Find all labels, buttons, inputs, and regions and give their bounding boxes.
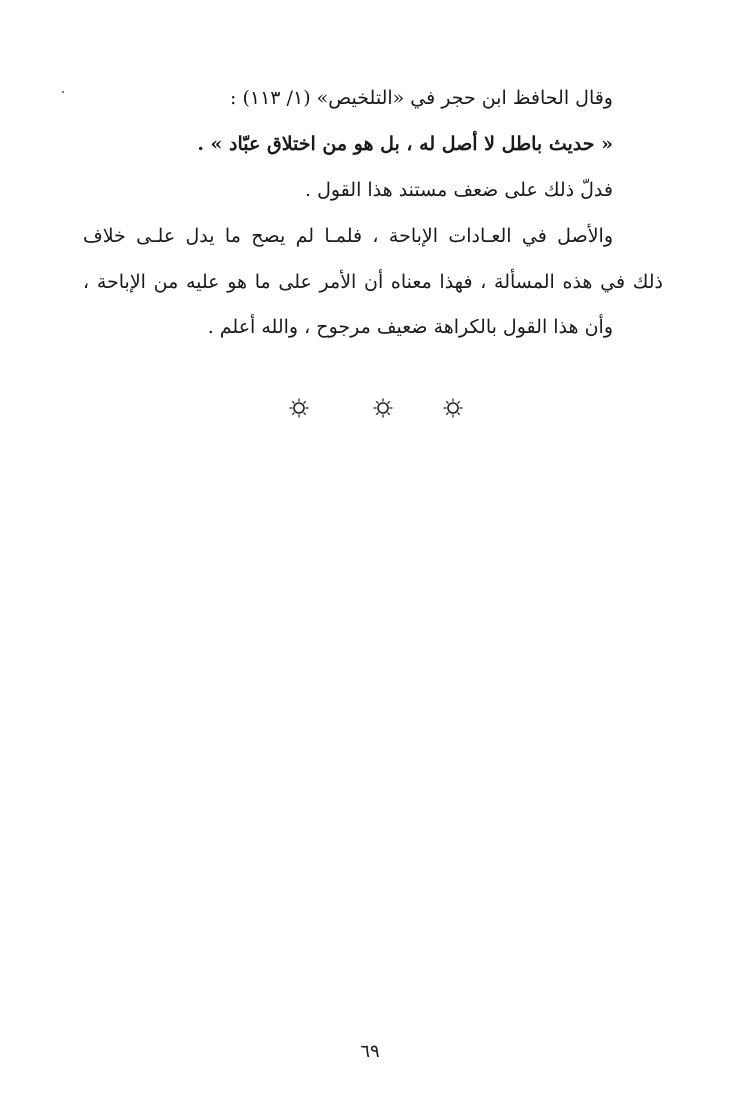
ornament-star-icon: [442, 397, 464, 419]
text-line-6: وأن هذا القول بالكراهة ضعيف مرجوح ، والله أعلم .: [207, 316, 613, 338]
text-line-1: وقال الحافظ ابن حجر في «التلخيص» (١/ ١١٣) :: [230, 87, 613, 109]
page-number: ٦٩: [360, 1041, 380, 1062]
scan-speck: [62, 91, 64, 93]
section-divider: [288, 397, 478, 421]
ornament-star-icon: [288, 397, 310, 419]
quote-line: « حديث باطل لا أصل له ، بل هو من اختلاق عبّاد » .: [197, 133, 613, 155]
text-line-4: والأصل في العـادات الإباحة ، فلمـا لم يصح ما يدل علـى خلاف: [83, 225, 613, 247]
text-line-3: فدلّ ذلك على ضعف مستند هذا القول .: [304, 179, 613, 201]
text-line-5: ذلك في هذه المسألة ، فهذا معناه أن الأمر على ما هو عليه من الإباحة ،: [83, 271, 663, 293]
ornament-star-icon: [372, 397, 394, 419]
